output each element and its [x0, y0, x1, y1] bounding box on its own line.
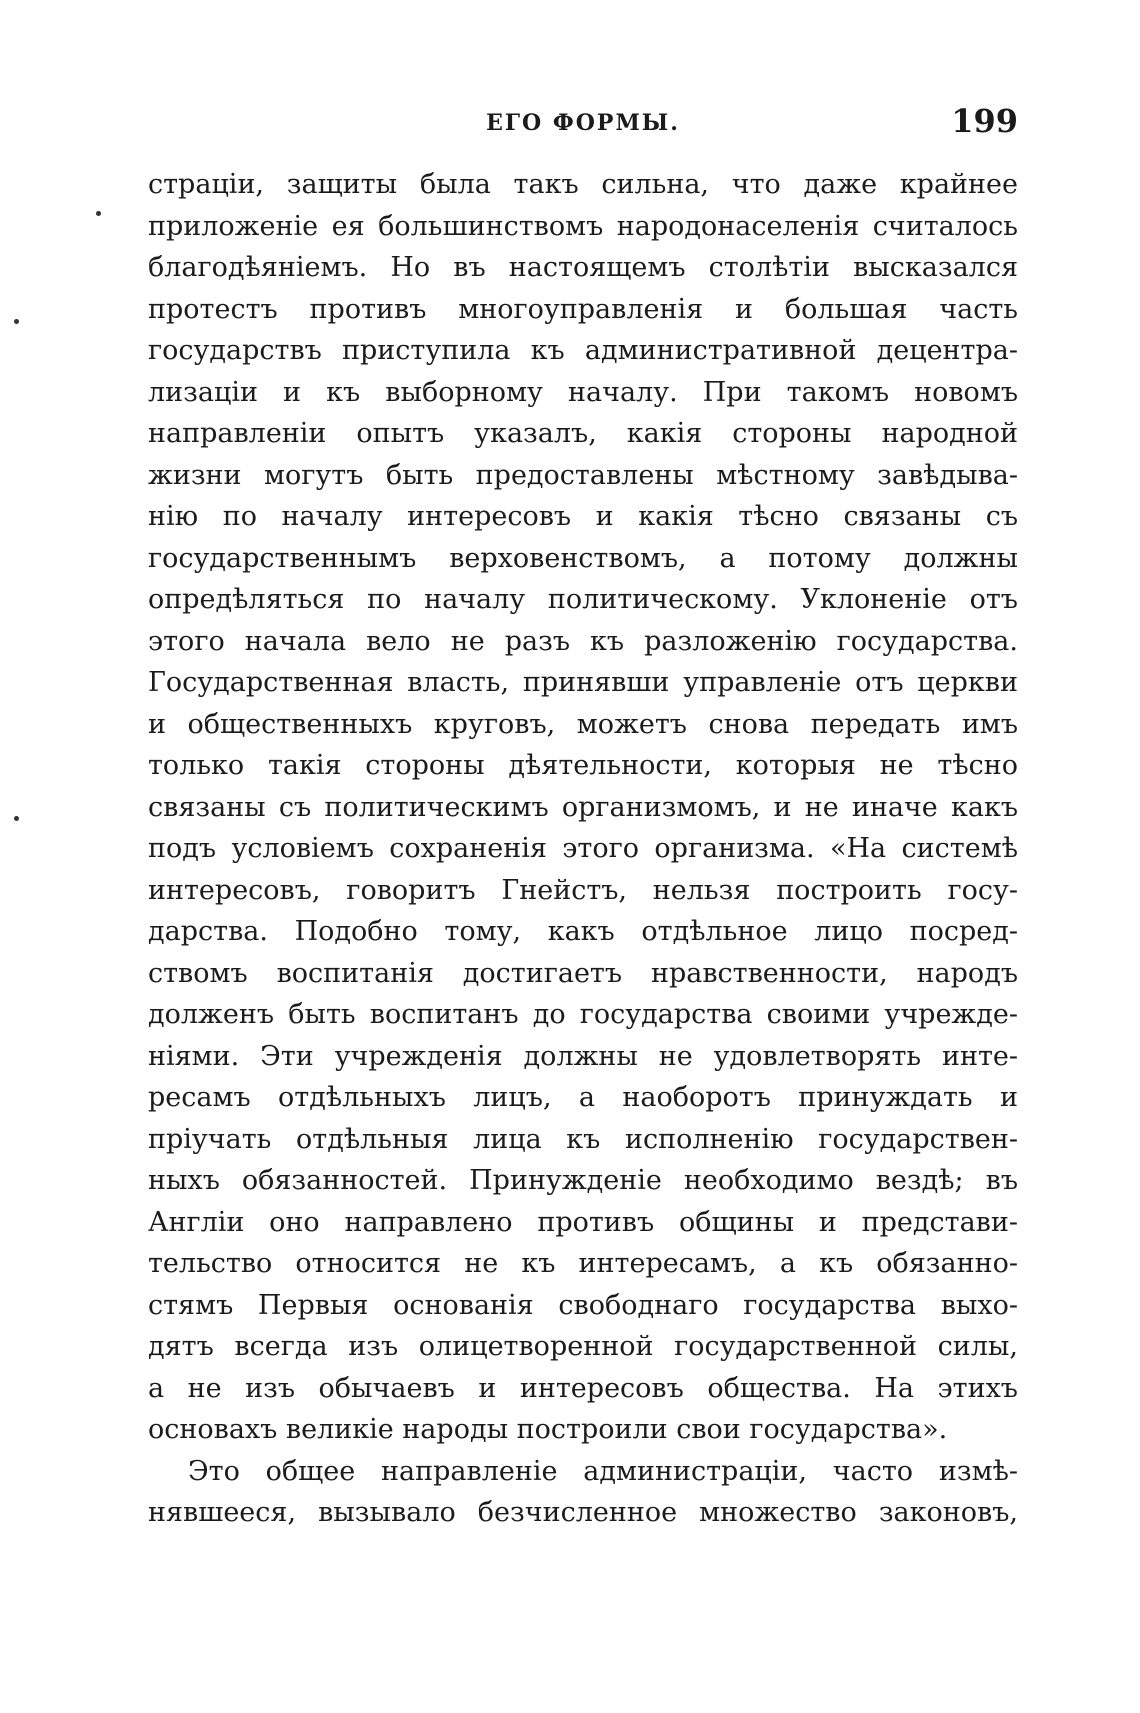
margin-mark [96, 211, 101, 216]
text-line: ствомъ воспитанія достигаетъ нравственности, народъ [148, 957, 1018, 989]
text-line: государственнымъ верховенствомъ, а потому должны [148, 542, 1018, 574]
text-line: ніями. Эти учрежденія должны не удовлетворять инте- [148, 1040, 1018, 1072]
text-line: долженъ быть воспитанъ до государства своими учрежде- [148, 999, 1018, 1030]
text-line: только такія стороны дѣятельности, которыя не тѣсно [148, 750, 1018, 781]
running-title: ЕГО ФОРМЫ. [486, 110, 680, 136]
text-line: жизни могутъ быть предоставлены мѣстному завѣдыва- [148, 459, 1018, 491]
text-line: дятъ всегда изъ олицетворенной государственной силы, [148, 1331, 1018, 1362]
text-line: этого начала вело не разъ къ разложенію государства. [148, 625, 1018, 657]
text-line: приложеніе ея большинствомъ народонаселенія считалось [148, 210, 1018, 242]
text-line: интересовъ, говоритъ Гнейстъ, нельзя построить госу- [148, 874, 1018, 906]
text-line: дарства. Подобно тому, какъ отдѣльное лицо посред- [148, 916, 1018, 947]
text-line: нявшееся, вызывало безчисленное множество законовъ, [148, 1497, 1018, 1528]
text-line: пріучать отдѣльныя лица къ исполненію государствен- [148, 1123, 1018, 1155]
text-line: связаны съ политическимъ организмомъ, и не иначе какъ [148, 791, 1018, 823]
text-line: Англіи оно направлено противъ общины и представи- [148, 1206, 1018, 1238]
text-line: лизаціи и къ выборному началу. При такомъ новомъ [148, 376, 1018, 408]
text-line: стямъ Первыя основанія свободнаго государства выхо- [148, 1289, 1018, 1321]
text-line: Это общее направленіе администраціи, часто измѣ- [188, 1455, 1018, 1487]
page-number: 199 [951, 102, 1018, 140]
text-line: государствъ приступила къ административной децентра- [148, 335, 1018, 366]
text-line: подъ условіемъ сохраненія этого организма. «На системѣ [148, 833, 1018, 864]
text-line: протестъ противъ многоуправленія и большая часть [148, 293, 1018, 325]
text-line: а не изъ обычаевъ и интересовъ общества. На этихъ [148, 1372, 1018, 1404]
text-line: направленіи опытъ указалъ, какія стороны народной [148, 418, 1018, 449]
margin-mark [14, 816, 19, 821]
text-line: благодѣяніемъ. Но въ настоящемъ столѣтіи высказался [148, 252, 1018, 283]
body-text [148, 164, 1018, 1534]
page-header [148, 102, 1018, 144]
text-line: тельство относится не къ интересамъ, а къ обязанно- [148, 1248, 1018, 1279]
text-line: основахъ великіе народы построили свои государства». [148, 1414, 948, 1445]
text-line: нію по началу интересовъ и какія тѣсно связаны съ [148, 501, 1018, 532]
margin-mark [14, 319, 19, 324]
text-line: ресамъ отдѣльныхъ лицъ, а наоборотъ принуждать и [148, 1082, 1018, 1113]
text-line: и общественныхъ круговъ, можетъ снова передать имъ [148, 708, 1018, 740]
text-line: опредѣляться по началу политическому. Уклоненіе отъ [148, 584, 1018, 615]
text-line: страціи, защиты была такъ сильна, что даже крайнее [148, 169, 1018, 200]
text-line: ныхъ обязанностей. Принужденіе необходимо вездѣ; въ [148, 1165, 1018, 1196]
text-line: Государственная власть, принявши управленіе отъ церкви [148, 667, 1018, 698]
